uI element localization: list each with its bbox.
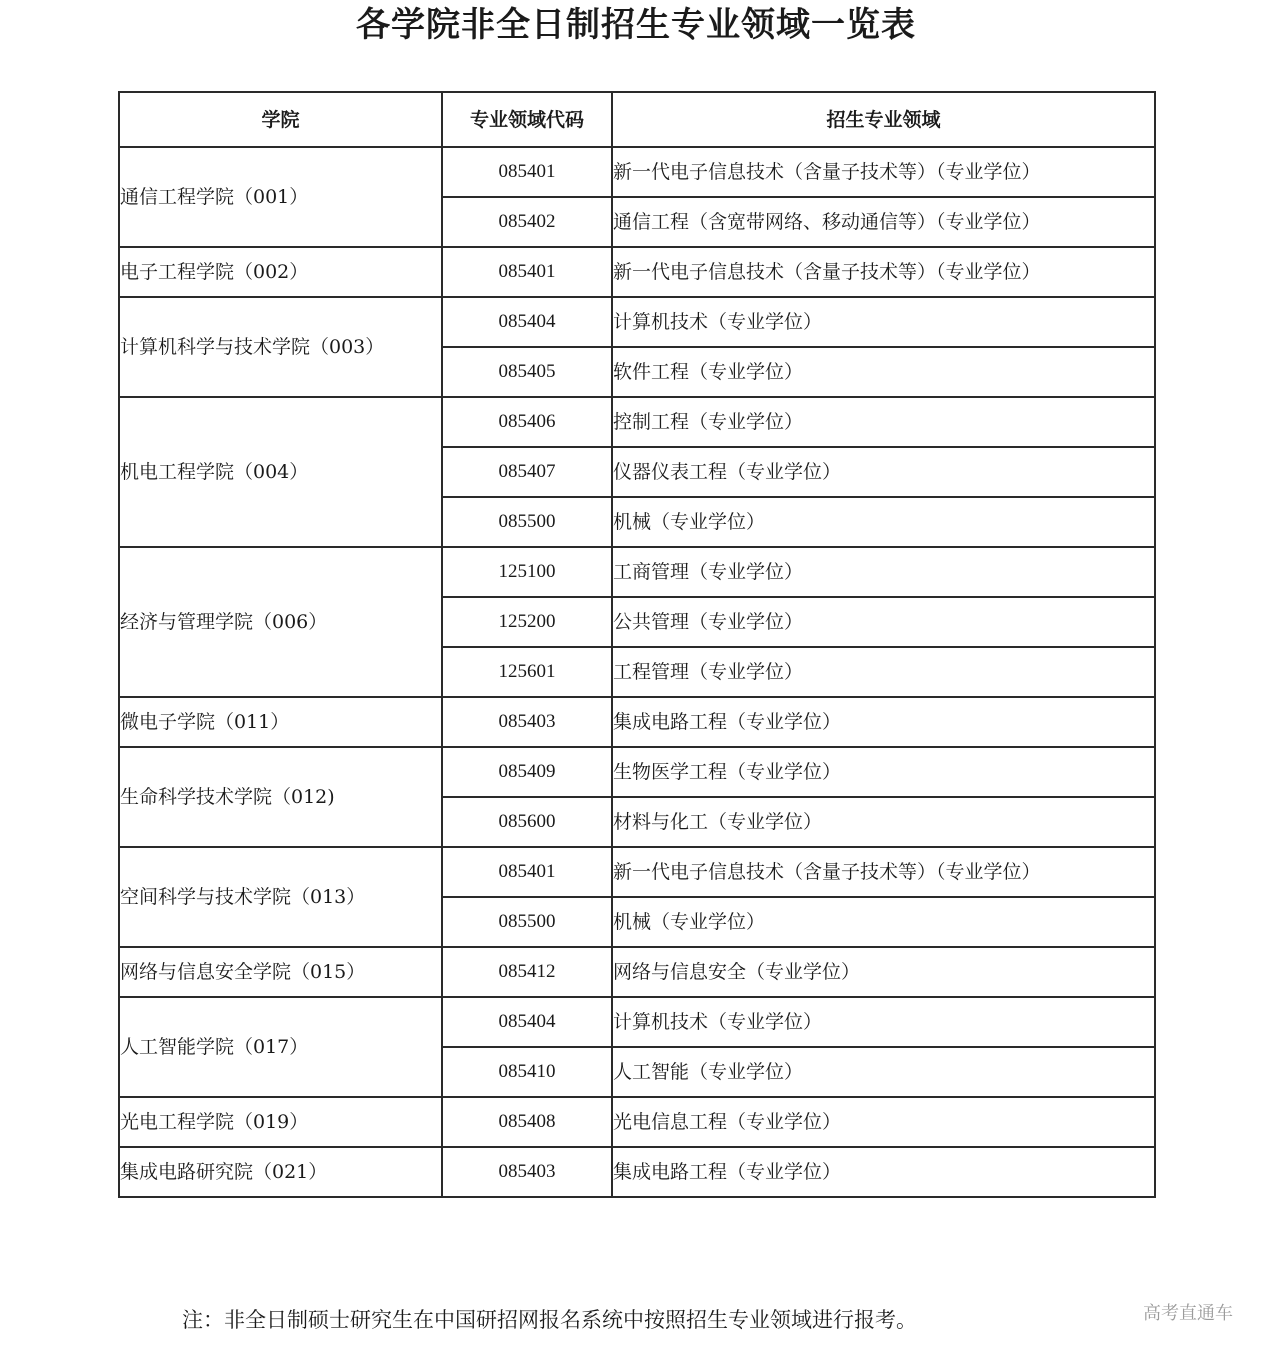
field-cell: 网络与信息安全（专业学位） [612,947,1155,997]
code-cell: 085408 [442,1097,612,1147]
code-cell: 125200 [442,597,612,647]
field-cell: 新一代电子信息技术（含量子技术等）（专业学位） [612,147,1155,197]
field-cell: 人工智能（专业学位） [612,1047,1155,1097]
code-cell: 085401 [442,147,612,197]
code-cell: 125601 [442,647,612,697]
code-cell: 085410 [442,1047,612,1097]
table-row [119,697,1155,747]
table-row [119,847,1155,897]
college-cell: 生命科学技术学院（012) [119,747,442,847]
college-cell: 经济与管理学院（006） [119,547,442,697]
table-row [119,397,1155,447]
major-table [118,91,1156,1198]
college-cell: 光电工程学院（019） [119,1097,442,1147]
field-cell: 仪器仪表工程（专业学位） [612,447,1155,497]
footnote: 注：非全日制硕士研究生在中国研招网报名系统中按照招生专业领域进行报考。 [182,1308,917,1332]
code-cell: 085404 [442,297,612,347]
header-code: 专业领域代码 [442,92,612,147]
table-body [119,147,1155,1197]
code-cell: 085407 [442,447,612,497]
field-cell: 公共管理（专业学位） [612,597,1155,647]
code-cell: 085401 [442,247,612,297]
college-cell: 机电工程学院（004） [119,397,442,547]
code-cell: 085402 [442,197,612,247]
code-cell: 085500 [442,497,612,547]
college-cell: 空间科学与技术学院（013） [119,847,442,947]
field-cell: 软件工程（专业学位） [612,347,1155,397]
code-cell: 125100 [442,547,612,597]
table-row [119,297,1155,347]
code-cell: 085406 [442,397,612,447]
field-cell: 光电信息工程（专业学位） [612,1097,1155,1147]
field-cell: 新一代电子信息技术（含量子技术等）（专业学位） [612,247,1155,297]
code-cell: 085403 [442,1147,612,1197]
header-field: 招生专业领域 [612,92,1155,147]
college-cell: 微电子学院（011） [119,697,442,747]
code-cell: 085412 [442,947,612,997]
table-row [119,947,1155,997]
code-cell: 085409 [442,747,612,797]
college-cell: 集成电路研究院（021） [119,1147,442,1197]
field-cell: 新一代电子信息技术（含量子技术等）（专业学位） [612,847,1155,897]
code-cell: 085500 [442,897,612,947]
table-header-row [119,92,1155,147]
code-cell: 085404 [442,997,612,1047]
table-row [119,247,1155,297]
code-cell: 085401 [442,847,612,897]
college-cell: 计算机科学与技术学院（003） [119,297,442,397]
college-cell: 网络与信息安全学院（015） [119,947,442,997]
field-cell: 生物医学工程（专业学位） [612,747,1155,797]
table-row [119,1147,1155,1197]
college-cell: 人工智能学院（017） [119,997,442,1097]
table-row [119,747,1155,797]
watermark: 高考直通车 [1143,1303,1233,1324]
field-cell: 计算机技术（专业学位） [612,297,1155,347]
college-cell: 通信工程学院（001） [119,147,442,247]
code-cell: 085600 [442,797,612,847]
field-cell: 计算机技术（专业学位） [612,997,1155,1047]
table-row [119,1097,1155,1147]
field-cell: 工程管理（专业学位） [612,647,1155,697]
code-cell: 085403 [442,697,612,747]
field-cell: 集成电路工程（专业学位） [612,697,1155,747]
field-cell: 通信工程（含宽带网络、移动通信等）（专业学位） [612,197,1155,247]
field-cell: 集成电路工程（专业学位） [612,1147,1155,1197]
field-cell: 机械（专业学位） [612,897,1155,947]
page-title: 各学院非全日制招生专业领域一览表 [356,5,916,45]
table-row [119,147,1155,197]
table-row [119,997,1155,1047]
header-college: 学院 [119,92,442,147]
field-cell: 材料与化工（专业学位） [612,797,1155,847]
field-cell: 工商管理（专业学位） [612,547,1155,597]
college-cell: 电子工程学院（002） [119,247,442,297]
field-cell: 机械（专业学位） [612,497,1155,547]
table-row [119,547,1155,597]
code-cell: 085405 [442,347,612,397]
field-cell: 控制工程（专业学位） [612,397,1155,447]
